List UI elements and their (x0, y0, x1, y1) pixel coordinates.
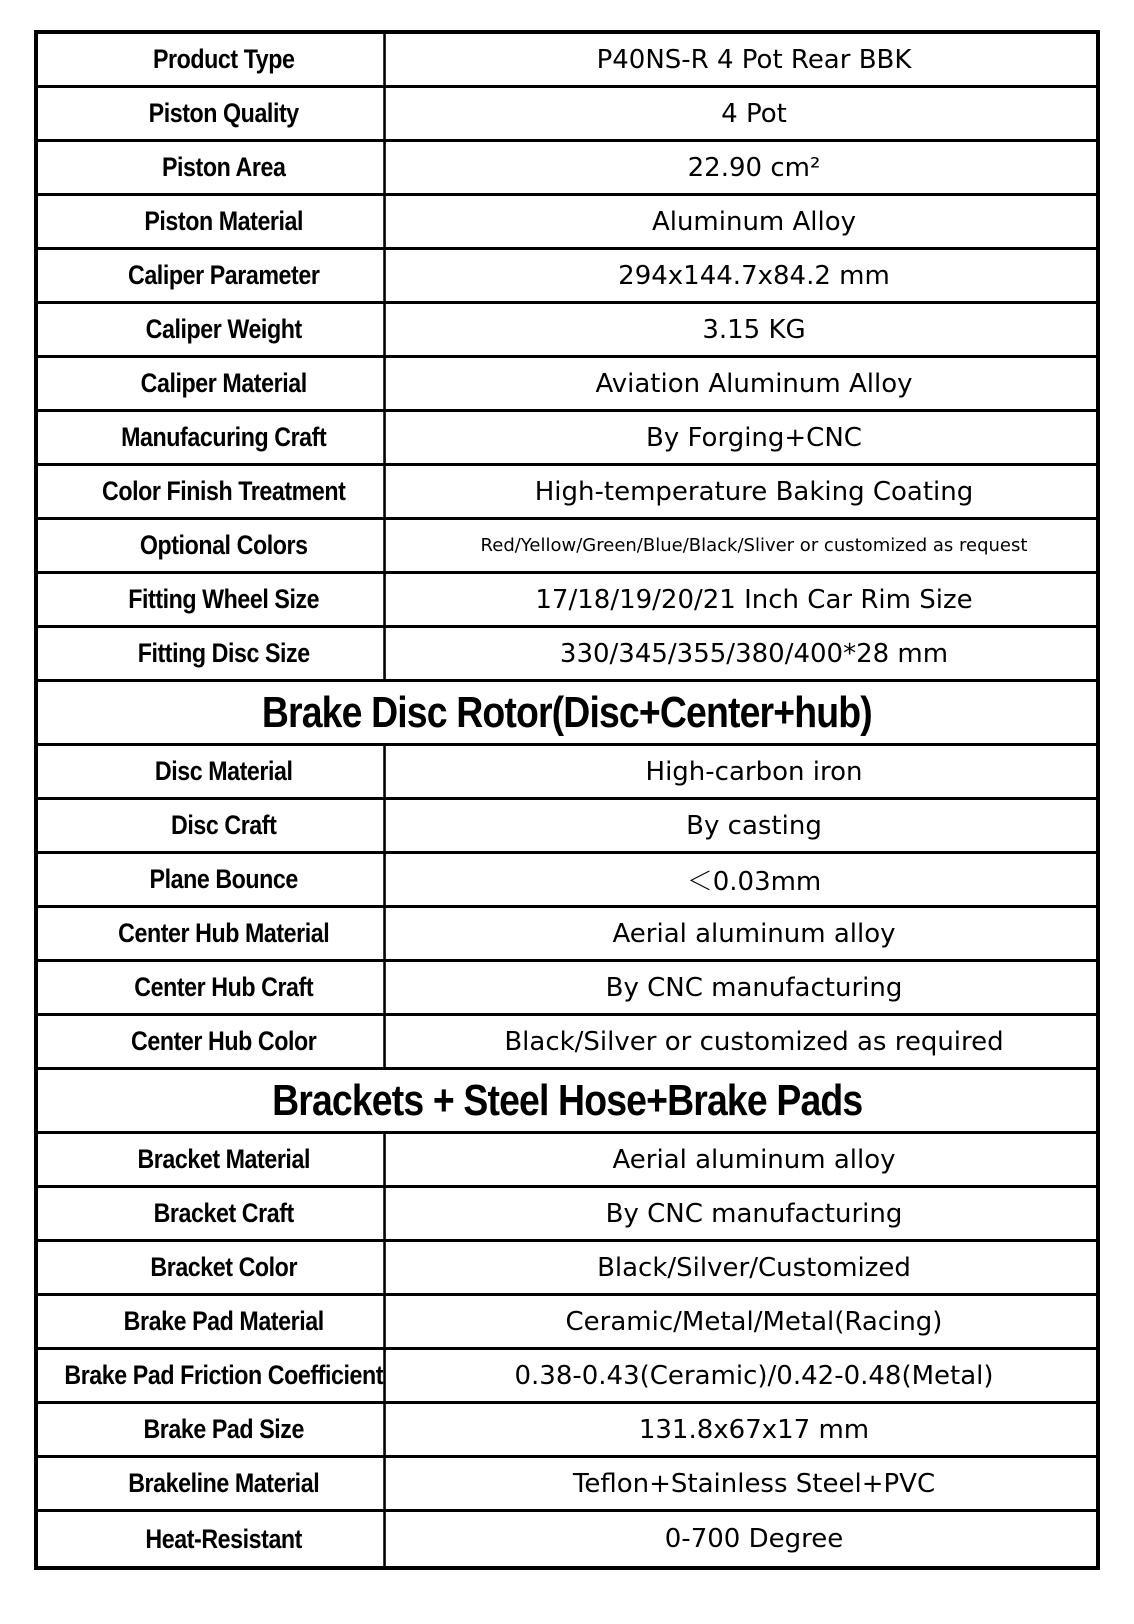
spec-row (38, 1188, 1096, 1242)
spec-label: Brake Pad Material (64, 1296, 386, 1347)
caliper-specs (38, 34, 1096, 682)
spec-row (38, 1016, 1096, 1070)
spec-row (38, 250, 1096, 304)
spec-row (38, 628, 1096, 682)
spec-row (38, 1296, 1096, 1350)
spec-value: 294x144.7x84.2 mm (618, 260, 890, 291)
spec-value: By Forging+CNC (646, 422, 862, 453)
spec-row (38, 1404, 1096, 1458)
spec-value: Aerial aluminum alloy (612, 918, 896, 949)
spec-label: Brake Pad Size (64, 1404, 386, 1455)
spec-row (38, 1134, 1096, 1188)
spec-value: 17/18/19/20/21 Inch Car Rim Size (535, 584, 973, 615)
spec-label: Piston Area (64, 142, 386, 193)
spec-value: 22.90 cm² (687, 152, 821, 183)
section-heading-brackets-text: Brackets + Steel Hose+Brake Pads (271, 1075, 863, 1125)
spec-label: Bracket Color (64, 1242, 386, 1293)
section-heading-disc (38, 682, 1096, 746)
spec-label: Disc Craft (64, 800, 386, 851)
spec-row (38, 1458, 1096, 1512)
spec-value: Red/Yellow/Green/Blue/Black/Sliver or customized as request (480, 535, 1028, 556)
spec-label: Fitting Disc Size (64, 628, 386, 679)
spec-label: Bracket Material (64, 1134, 386, 1185)
spec-row (38, 746, 1096, 800)
spec-value: 131.8x67x17 mm (638, 1414, 870, 1445)
spec-row (38, 466, 1096, 520)
spec-label: Caliper Parameter (64, 250, 386, 301)
spec-value: Aluminum Alloy (651, 206, 857, 237)
spec-label: Disc Material (64, 746, 386, 797)
spec-table (34, 30, 1100, 1570)
spec-label: Caliper Weight (64, 304, 386, 355)
spec-row (38, 1512, 1096, 1566)
spec-label: Piston Material (64, 196, 386, 247)
spec-value: Aerial aluminum alloy (612, 1144, 896, 1175)
spec-row (38, 908, 1096, 962)
spec-row (38, 88, 1096, 142)
spec-value: High-temperature Baking Coating (534, 476, 974, 507)
spec-label: Manufacuring Craft (64, 412, 386, 463)
spec-label: Color Finish Treatment (64, 466, 386, 517)
spec-value: Teflon+Stainless Steel+PVC (572, 1468, 936, 1499)
spec-value: ＜0.03mm (686, 867, 822, 897)
spec-value: Black/Silver/Customized (597, 1252, 911, 1283)
spec-value: P40NS-R 4 Pot Rear BBK (596, 44, 912, 75)
spec-label: Center Hub Material (64, 908, 386, 959)
spec-value: 4 Pot (721, 98, 787, 129)
spec-row (38, 1350, 1096, 1404)
spec-row (38, 196, 1096, 250)
spec-row (38, 520, 1096, 574)
spec-label: Brake Pad Friction Coefficient (64, 1350, 386, 1401)
spec-value: Black/Silver or customized as required (504, 1026, 1004, 1057)
spec-value: Ceramic/Metal/Metal(Racing) (565, 1306, 943, 1337)
bracket-specs (38, 1134, 1096, 1566)
spec-label: Bracket Craft (64, 1188, 386, 1239)
spec-row (38, 142, 1096, 196)
spec-label: Center Hub Craft (64, 962, 386, 1013)
spec-value: By CNC manufacturing (605, 1198, 903, 1229)
spec-value: 0.38-0.43(Ceramic)/0.42-0.48(Metal) (514, 1360, 994, 1391)
spec-row (38, 34, 1096, 88)
spec-value: 0-700 Degree (664, 1524, 844, 1554)
spec-value: High-carbon iron (645, 756, 863, 787)
spec-label: Heat-Resistant (64, 1512, 386, 1566)
spec-row (38, 304, 1096, 358)
spec-label: Caliper Material (64, 358, 386, 409)
spec-row (38, 412, 1096, 466)
spec-label: Plane Bounce (64, 854, 386, 905)
section-heading-disc-text: Brake Disc Rotor(Disc+Center+hub) (261, 687, 873, 737)
spec-row (38, 358, 1096, 412)
section-heading-brackets (38, 1070, 1096, 1134)
spec-value: 330/345/355/380/400*28 mm (559, 638, 949, 669)
disc-specs (38, 746, 1096, 1070)
spec-value: 3.15 KG (702, 314, 806, 345)
spec-row (38, 854, 1096, 908)
spec-row (38, 800, 1096, 854)
spec-label: Piston Quality (64, 88, 386, 139)
spec-row (38, 962, 1096, 1016)
spec-value: Aviation Aluminum Alloy (595, 368, 913, 399)
spec-row (38, 1242, 1096, 1296)
spec-label: Center Hub Color (64, 1016, 386, 1067)
spec-label: Fitting Wheel Size (64, 574, 386, 625)
spec-value: By casting (686, 810, 822, 841)
spec-row (38, 574, 1096, 628)
spec-label: Optional Colors (64, 520, 386, 571)
spec-label: Product Type (64, 34, 386, 85)
spec-value: By CNC manufacturing (605, 972, 903, 1003)
spec-label: Brakeline Material (64, 1458, 386, 1509)
